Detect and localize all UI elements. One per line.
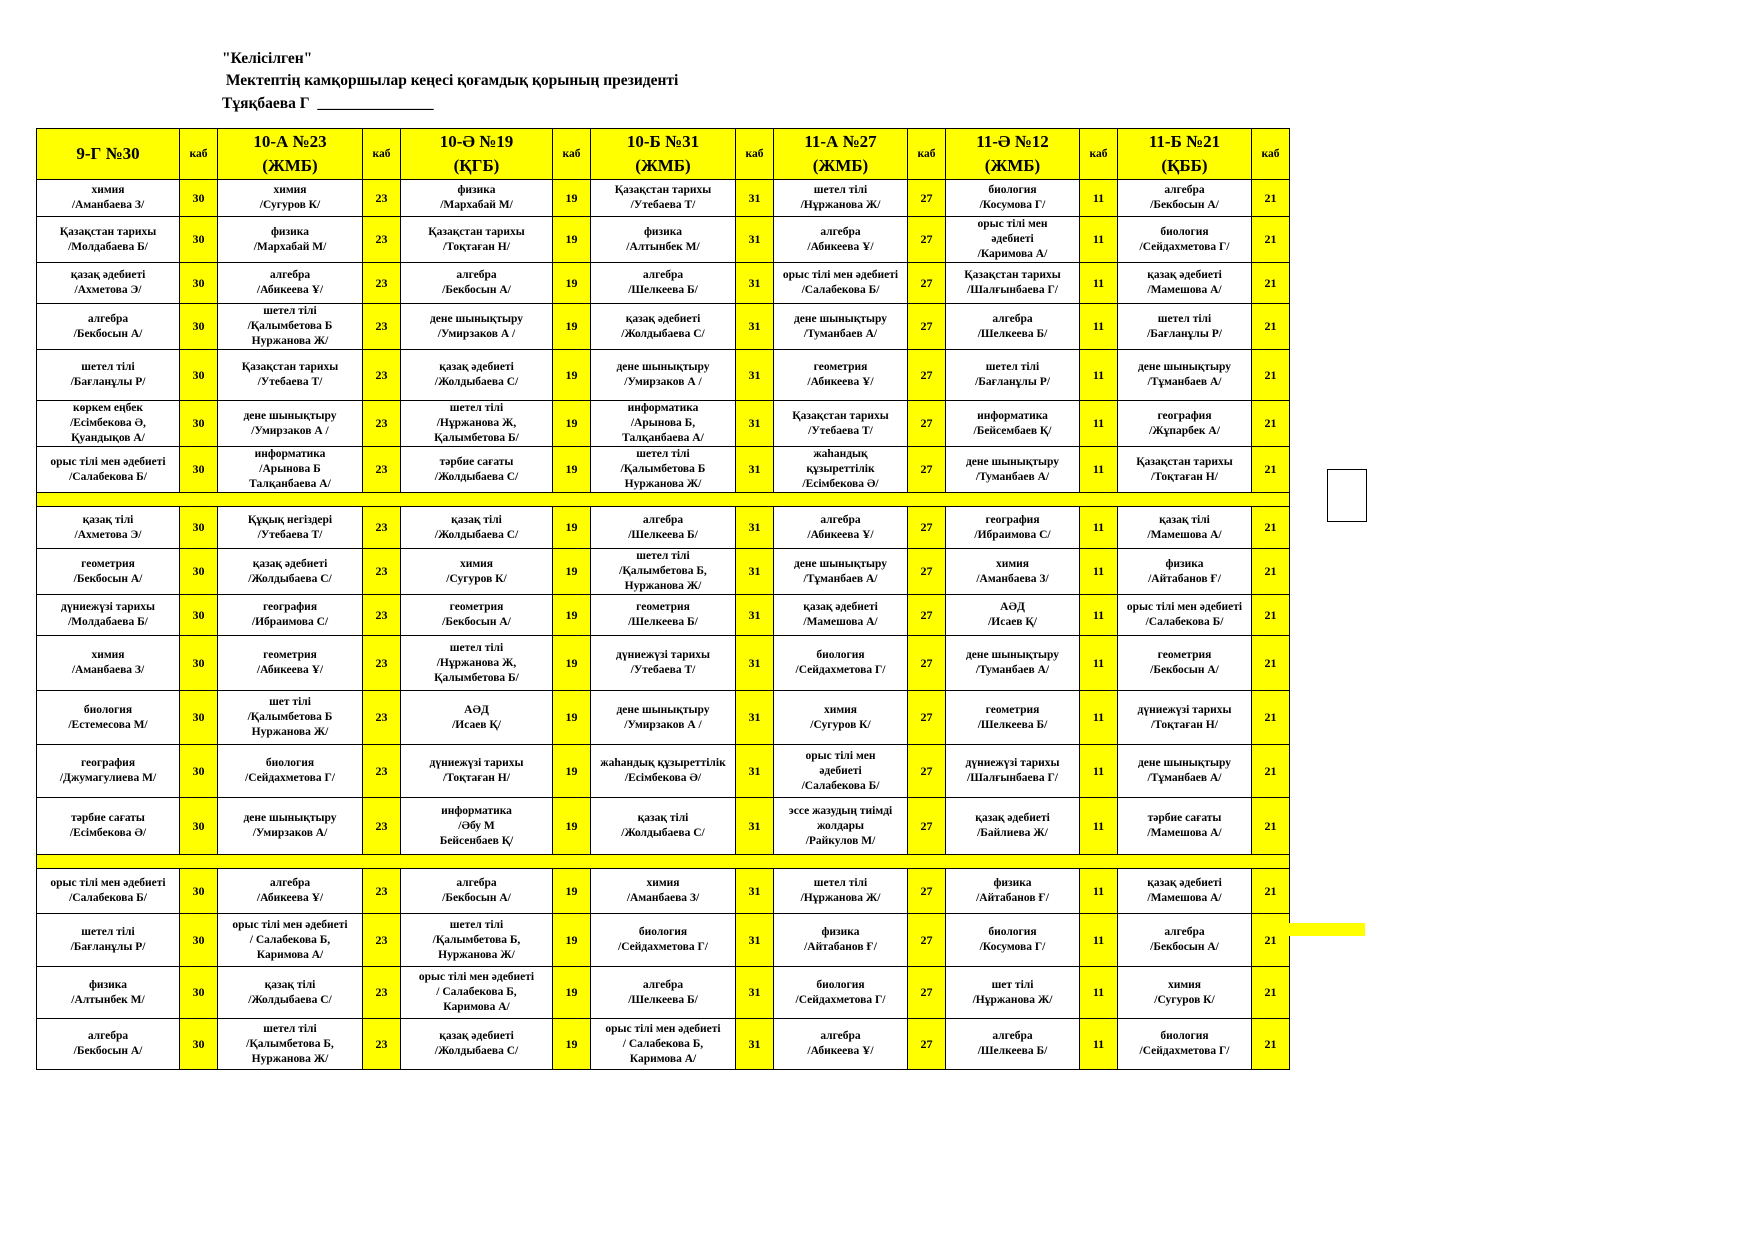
lesson-cell: биология /Естемесова М/ (37, 691, 180, 745)
lesson-cell: биология /Косумова Г/ (946, 914, 1080, 967)
lesson-cell: дене шынықтыру /Умирзаков А / (218, 401, 363, 447)
room-number: 30 (180, 507, 218, 549)
lesson-row (37, 914, 1290, 967)
lesson-cell: физика /Мархабай М/ (401, 180, 553, 217)
lesson-cell: физика /Мархабай М/ (218, 217, 363, 263)
lesson-cell: АӘД /Исаев Қ/ (946, 595, 1080, 636)
day-separator (37, 855, 1290, 869)
lesson-cell: қазақ әдебиеті /Жолдыбаева С/ (218, 549, 363, 595)
lesson-cell: дене шынықтыру /Умирзаков А / (591, 691, 736, 745)
lesson-cell: шетел тілі /Қалымбетова Б Нуржанова Ж/ (591, 447, 736, 493)
lesson-row (37, 447, 1290, 493)
lesson-cell: Қазақстан тарихы /Шалғынбаева Г/ (946, 263, 1080, 304)
lesson-cell: қазақ әдебиеті /Мамешова А/ (1118, 263, 1252, 304)
room-number: 30 (180, 691, 218, 745)
lesson-row (37, 304, 1290, 350)
lesson-cell: орыс тілі мен әдебиеті / Салабекова Б, Каримова А/ (401, 967, 553, 1019)
lesson-cell: химия /Сугуров К/ (218, 180, 363, 217)
lesson-cell: алгебра /Бекбосын А/ (401, 869, 553, 914)
lesson-cell: көркем еңбек /Есімбекова Ә, Қуандықов А/ (37, 401, 180, 447)
approver-position: Мектептің камқоршылар кеңесі қоғамдық қорының президенті (222, 72, 679, 89)
room-number: 19 (553, 798, 591, 855)
lesson-cell: химия /Сугуров К/ (774, 691, 908, 745)
room-number: 21 (1252, 914, 1290, 967)
lesson-cell: эссе жазудың тиімді жолдары /Райкулов М/ (774, 798, 908, 855)
lesson-cell: физика /Алтынбек М/ (37, 967, 180, 1019)
room-number: 27 (908, 549, 946, 595)
room-number: 31 (736, 869, 774, 914)
room-number: 30 (180, 798, 218, 855)
room-number: 27 (908, 745, 946, 798)
room-number: 19 (553, 691, 591, 745)
room-number: 30 (180, 595, 218, 636)
room-number: 19 (553, 263, 591, 304)
lesson-cell: шетел тілі /Қалымбетова Б, Нуржанова Ж/ (401, 914, 553, 967)
room-number: 11 (1080, 636, 1118, 691)
room-number: 11 (1080, 401, 1118, 447)
room-number: 21 (1252, 447, 1290, 493)
lesson-cell: Қазақстан тарихы /Утебаева Т/ (591, 180, 736, 217)
room-header: каб (908, 129, 946, 180)
room-header: каб (180, 129, 218, 180)
room-number: 11 (1080, 691, 1118, 745)
lesson-cell: орыс тілі мен әдебиеті /Каримова А/ (946, 217, 1080, 263)
lesson-cell: дүниежүзі тарихы /Тоқтаған Н/ (401, 745, 553, 798)
room-number: 11 (1080, 350, 1118, 401)
lesson-cell: қазақ әдебиеті /Жолдыбаева С/ (401, 1019, 553, 1070)
lesson-cell: алгебра /Абикеева Ұ/ (218, 869, 363, 914)
room-number: 31 (736, 447, 774, 493)
lesson-cell: шетел тілі /Нұржанова Ж, Қалымбетова Б/ (401, 401, 553, 447)
room-number: 27 (908, 180, 946, 217)
room-header: каб (1080, 129, 1118, 180)
lesson-cell: шет тілі /Нұржанова Ж/ (946, 967, 1080, 1019)
empty-box (1327, 469, 1367, 522)
room-number: 19 (553, 1019, 591, 1070)
lesson-cell: алгебра /Шелкеева Б/ (591, 263, 736, 304)
lesson-row (37, 180, 1290, 217)
lesson-cell: биология /Сейдахметова Г/ (774, 967, 908, 1019)
room-number: 27 (908, 914, 946, 967)
room-number: 23 (363, 217, 401, 263)
room-number: 23 (363, 447, 401, 493)
lesson-cell: дене шынықтыру /Тұманбаев А/ (1118, 745, 1252, 798)
lesson-cell: орыс тілі мен әдебиеті /Салабекова Б/ (774, 263, 908, 304)
room-number: 27 (908, 263, 946, 304)
room-number: 27 (908, 869, 946, 914)
room-number: 23 (363, 869, 401, 914)
class-header: 11-Ә №12 (ЖМБ) (946, 129, 1080, 180)
room-number: 21 (1252, 549, 1290, 595)
lesson-row (37, 549, 1290, 595)
lesson-cell: шетел тілі /Нұржанова Ж/ (774, 180, 908, 217)
room-number: 31 (736, 350, 774, 401)
lesson-cell: физика /Айтабанов Ғ/ (774, 914, 908, 967)
lesson-row (37, 967, 1290, 1019)
lesson-cell: шетел тілі /Қалымбетова Б, Нуржанова Ж/ (591, 549, 736, 595)
lesson-cell: қазақ әдебиеті /Мамешова А/ (774, 595, 908, 636)
lesson-cell: алгебра /Бекбосын А/ (37, 304, 180, 350)
day-separator (37, 493, 1290, 507)
approver-name: Тұяқбаева Г _______________ (222, 95, 434, 112)
room-number: 21 (1252, 263, 1290, 304)
lesson-cell: алгебра /Шелкеева Б/ (946, 1019, 1080, 1070)
room-number: 21 (1252, 350, 1290, 401)
room-number: 31 (736, 1019, 774, 1070)
room-number: 21 (1252, 798, 1290, 855)
room-number: 11 (1080, 595, 1118, 636)
room-number: 11 (1080, 967, 1118, 1019)
room-number: 31 (736, 914, 774, 967)
room-number: 19 (553, 549, 591, 595)
room-number: 19 (553, 350, 591, 401)
lesson-cell: химия /Аманбаева З/ (37, 180, 180, 217)
lesson-cell: тәрбие сағаты /Жолдыбаева С/ (401, 447, 553, 493)
lesson-cell: тәрбие сағаты /Есімбекова Ә/ (37, 798, 180, 855)
lesson-row (37, 595, 1290, 636)
room-number: 31 (736, 745, 774, 798)
room-number: 30 (180, 869, 218, 914)
lesson-cell: дүниежүзі тарихы /Молдабаева Б/ (37, 595, 180, 636)
room-number: 31 (736, 549, 774, 595)
room-number: 23 (363, 350, 401, 401)
lesson-cell: қазақ әдебиеті /Жолдыбаева С/ (401, 350, 553, 401)
room-number: 31 (736, 967, 774, 1019)
room-number: 30 (180, 1019, 218, 1070)
room-number: 27 (908, 217, 946, 263)
room-number: 19 (553, 180, 591, 217)
room-number: 31 (736, 691, 774, 745)
yellow-separator-band (1289, 923, 1365, 936)
lesson-cell: география /Жұпарбек А/ (1118, 401, 1252, 447)
lesson-cell: шет тілі /Қалымбетова Б Нуржанова Ж/ (218, 691, 363, 745)
room-number: 21 (1252, 967, 1290, 1019)
lesson-cell: орыс тілі мен әдебиеті / Салабекова Б, Каримова А/ (591, 1019, 736, 1070)
room-number: 27 (908, 304, 946, 350)
lesson-cell: шетел тілі /Бағланұлы Р/ (37, 350, 180, 401)
room-number: 31 (736, 595, 774, 636)
lesson-cell: геометрия /Бекбосын А/ (401, 595, 553, 636)
class-header: 9-Г №30 (37, 129, 180, 180)
lesson-row (37, 1019, 1290, 1070)
room-number: 19 (553, 507, 591, 549)
lesson-cell: алгебра /Абикеева Ұ/ (774, 507, 908, 549)
room-number: 27 (908, 967, 946, 1019)
room-number: 30 (180, 401, 218, 447)
lesson-cell: тәрбие сағаты /Мамешова А/ (1118, 798, 1252, 855)
lesson-cell: биология /Сейдахметова Г/ (1118, 217, 1252, 263)
lesson-cell: дүниежүзі тарихы /Шалғынбаева Г/ (946, 745, 1080, 798)
lesson-cell: физика /Айтабанов Ғ/ (1118, 549, 1252, 595)
lesson-cell: қазақ әдебиеті /Ахметова Э/ (37, 263, 180, 304)
lesson-cell: дене шынықтыру /Туманбаев А/ (946, 447, 1080, 493)
room-number: 11 (1080, 507, 1118, 549)
room-number: 27 (908, 401, 946, 447)
room-number: 21 (1252, 745, 1290, 798)
room-number: 30 (180, 180, 218, 217)
room-number: 11 (1080, 869, 1118, 914)
room-number: 31 (736, 217, 774, 263)
lesson-cell: алгебра /Абикеева Ұ/ (218, 263, 363, 304)
lesson-cell: геометрия /Шелкеева Б/ (946, 691, 1080, 745)
lesson-cell: биология /Сейдахметова Г/ (218, 745, 363, 798)
room-number: 30 (180, 549, 218, 595)
room-number: 31 (736, 401, 774, 447)
room-number: 27 (908, 595, 946, 636)
room-number: 27 (908, 507, 946, 549)
room-number: 27 (908, 798, 946, 855)
room-number: 23 (363, 798, 401, 855)
lesson-cell: дене шынықтыру /Тұманбаев А/ (1118, 350, 1252, 401)
lesson-cell: география /Ибраимова С/ (946, 507, 1080, 549)
lesson-cell: Қазақстан тарихы /Тоқтаған Н/ (401, 217, 553, 263)
class-header: 10-Б №31 (ЖМБ) (591, 129, 736, 180)
room-header: каб (736, 129, 774, 180)
lesson-cell: геометрия /Бекбосын А/ (1118, 636, 1252, 691)
lesson-cell: дене шынықтыру /Туманбаев А/ (774, 304, 908, 350)
lesson-cell: география /Джумагулиева М/ (37, 745, 180, 798)
room-number: 21 (1252, 401, 1290, 447)
lesson-cell: шетел тілі /Нұржанова Ж, Қалымбетова Б/ (401, 636, 553, 691)
room-number: 23 (363, 180, 401, 217)
lesson-cell: орыс тілі мен әдебиеті /Салабекова Б/ (37, 869, 180, 914)
room-number: 19 (553, 217, 591, 263)
room-number: 11 (1080, 447, 1118, 493)
lesson-cell: дүниежүзі тарихы /Тоқтаған Н/ (1118, 691, 1252, 745)
lesson-cell: алгебра /Шелкеева Б/ (946, 304, 1080, 350)
lesson-cell: геометрия /Абикеева Ұ/ (218, 636, 363, 691)
lesson-cell: физика /Алтынбек М/ (591, 217, 736, 263)
room-number: 19 (553, 401, 591, 447)
lesson-cell: химия /Сугуров К/ (1118, 967, 1252, 1019)
room-number: 30 (180, 636, 218, 691)
room-number: 21 (1252, 507, 1290, 549)
lesson-cell: алгебра /Бекбосын А/ (1118, 914, 1252, 967)
lesson-row (37, 217, 1290, 263)
class-header: 10-А №23 (ЖМБ) (218, 129, 363, 180)
room-number: 27 (908, 691, 946, 745)
lesson-row (37, 636, 1290, 691)
room-number: 23 (363, 304, 401, 350)
lesson-cell: биология /Сейдахметова Г/ (774, 636, 908, 691)
room-number: 11 (1080, 745, 1118, 798)
lesson-cell: Қазақстан тарихы /Утебаева Т/ (218, 350, 363, 401)
room-number: 30 (180, 447, 218, 493)
room-number: 21 (1252, 595, 1290, 636)
lesson-cell: информатика /Бейсембаев Қ/ (946, 401, 1080, 447)
room-number: 23 (363, 263, 401, 304)
lesson-cell: химия /Аманбаева З/ (591, 869, 736, 914)
lesson-cell: алгебра /Абикеева Ұ/ (774, 217, 908, 263)
room-number: 31 (736, 180, 774, 217)
room-number: 30 (180, 745, 218, 798)
lesson-cell: орыс тілі мен әдебиеті /Салабекова Б/ (1118, 595, 1252, 636)
lesson-cell: қазақ тілі /Жолдыбаева С/ (401, 507, 553, 549)
room-number: 11 (1080, 914, 1118, 967)
room-number: 19 (553, 636, 591, 691)
lesson-cell: жаһандық құзыреттілік /Есімбекова Ә/ (591, 745, 736, 798)
lesson-cell: дүниежүзі тарихы /Утебаева Т/ (591, 636, 736, 691)
lesson-row (37, 869, 1290, 914)
class-header: 11-А №27 (ЖМБ) (774, 129, 908, 180)
lesson-cell: АӘД /Исаев Қ/ (401, 691, 553, 745)
lesson-row (37, 691, 1290, 745)
lesson-cell: информатика /Арынова Б, Талқанбаева А/ (591, 401, 736, 447)
room-number: 23 (363, 507, 401, 549)
lesson-cell: дене шынықтыру /Умирзаков А/ (218, 798, 363, 855)
lesson-cell: шетел тілі /Бағланұлы Р/ (37, 914, 180, 967)
room-number: 21 (1252, 691, 1290, 745)
room-number: 30 (180, 217, 218, 263)
room-number: 19 (553, 595, 591, 636)
lesson-cell: информатика /Әбу М Бейсенбаев Қ/ (401, 798, 553, 855)
lesson-cell: дене шынықтыру /Туманбаев А/ (946, 636, 1080, 691)
lesson-cell: физика /Айтабанов Ғ/ (946, 869, 1080, 914)
lesson-cell: география /Ибраимова С/ (218, 595, 363, 636)
room-number: 21 (1252, 180, 1290, 217)
lesson-row (37, 798, 1290, 855)
lesson-cell: жаһандық құзыреттілік /Есімбекова Ә/ (774, 447, 908, 493)
lesson-cell: қазақ әдебиеті /Байлиева Ж/ (946, 798, 1080, 855)
lesson-cell: биология /Сейдахметова Г/ (1118, 1019, 1252, 1070)
lesson-cell: Қазақстан тарихы /Молдабаева Б/ (37, 217, 180, 263)
lesson-cell: алгебра /Шелкеева Б/ (591, 507, 736, 549)
lesson-cell: шетел тілі /Қалымбетова Б, Нуржанова Ж/ (218, 1019, 363, 1070)
lesson-cell: шетел тілі /Қалымбетова Б Нуржанова Ж/ (218, 304, 363, 350)
class-header: 10-Ә №19 (ҚГБ) (401, 129, 553, 180)
lesson-cell: Құқық негіздері /Утебаева Т/ (218, 507, 363, 549)
lesson-cell: алгебра /Бекбосын А/ (1118, 180, 1252, 217)
room-number: 31 (736, 636, 774, 691)
room-number: 27 (908, 636, 946, 691)
room-header: каб (1252, 129, 1290, 180)
room-number: 11 (1080, 263, 1118, 304)
lesson-cell: дене шынықтыру /Умирзаков А / (401, 304, 553, 350)
room-number: 11 (1080, 217, 1118, 263)
room-number: 27 (908, 447, 946, 493)
lesson-cell: алгебра /Бекбосын А/ (401, 263, 553, 304)
room-number: 11 (1080, 798, 1118, 855)
lesson-cell: дене шынықтыру /Умирзаков А / (591, 350, 736, 401)
room-header: каб (553, 129, 591, 180)
room-number: 19 (553, 967, 591, 1019)
room-number: 27 (908, 1019, 946, 1070)
lesson-cell: шетел тілі /Нұржанова Ж/ (774, 869, 908, 914)
lesson-cell: Қазақстан тарихы /Утебаева Т/ (774, 401, 908, 447)
room-number: 31 (736, 798, 774, 855)
room-number: 19 (553, 745, 591, 798)
lesson-cell: қазақ әдебиеті /Жолдыбаева С/ (591, 304, 736, 350)
lesson-cell: информатика /Арынова Б Талқанбаева А/ (218, 447, 363, 493)
room-number: 30 (180, 967, 218, 1019)
lesson-cell: химия /Аманбаева З/ (37, 636, 180, 691)
room-number: 11 (1080, 549, 1118, 595)
room-number: 19 (553, 869, 591, 914)
lesson-cell: геометрия /Бекбосын А/ (37, 549, 180, 595)
lesson-cell: химия /Сугуров К/ (401, 549, 553, 595)
lesson-cell: алгебра /Абикеева Ұ/ (774, 1019, 908, 1070)
lesson-cell: қазақ тілі /Ахметова Э/ (37, 507, 180, 549)
room-number: 23 (363, 914, 401, 967)
room-number: 23 (363, 636, 401, 691)
room-number: 19 (553, 914, 591, 967)
room-number: 30 (180, 914, 218, 967)
lesson-cell: қазақ тілі /Мамешова А/ (1118, 507, 1252, 549)
room-number: 23 (363, 967, 401, 1019)
room-number: 19 (553, 304, 591, 350)
lesson-cell: алгебра /Шелкеева Б/ (591, 967, 736, 1019)
room-number: 30 (180, 350, 218, 401)
room-number: 19 (553, 447, 591, 493)
room-number: 21 (1252, 869, 1290, 914)
room-number: 31 (736, 263, 774, 304)
room-number: 23 (363, 595, 401, 636)
room-number: 11 (1080, 304, 1118, 350)
room-number: 11 (1080, 180, 1118, 217)
lesson-row (37, 507, 1290, 549)
lesson-cell: химия /Аманбаева З/ (946, 549, 1080, 595)
lesson-row (37, 745, 1290, 798)
lesson-cell: шетел тілі /Бағланұлы Р/ (946, 350, 1080, 401)
approval-label: "Келісілген" (222, 50, 313, 67)
lesson-cell: шетел тілі /Бағланұлы Р/ (1118, 304, 1252, 350)
lesson-cell: қазақ тілі /Жолдыбаева С/ (591, 798, 736, 855)
lesson-cell: геометрия /Абикеева Ұ/ (774, 350, 908, 401)
class-header: 11-Б №21 (ҚББ) (1118, 129, 1252, 180)
lesson-cell: қазақ әдебиеті /Мамешова А/ (1118, 869, 1252, 914)
lesson-row (37, 263, 1290, 304)
timetable (36, 128, 1290, 1070)
room-number: 21 (1252, 304, 1290, 350)
lesson-cell: Қазақстан тарихы /Тоқтаған Н/ (1118, 447, 1252, 493)
room-number: 23 (363, 691, 401, 745)
lesson-cell: орыс тілі мен әдебиеті /Салабекова Б/ (37, 447, 180, 493)
room-number: 31 (736, 304, 774, 350)
lesson-cell: қазақ тілі /Жолдыбаева С/ (218, 967, 363, 1019)
lesson-row (37, 350, 1290, 401)
lesson-cell: алгебра /Бекбосын А/ (37, 1019, 180, 1070)
room-number: 30 (180, 263, 218, 304)
lesson-cell: биология /Сейдахметова Г/ (591, 914, 736, 967)
room-number: 11 (1080, 1019, 1118, 1070)
lesson-cell: орыс тілі мен әдебиеті /Салабекова Б/ (774, 745, 908, 798)
room-number: 27 (908, 350, 946, 401)
lesson-cell: орыс тілі мен әдебиеті / Салабекова Б, Каримова А/ (218, 914, 363, 967)
lesson-cell: геометрия /Шелкеева Б/ (591, 595, 736, 636)
lesson-cell: биология /Косумова Г/ (946, 180, 1080, 217)
room-number: 31 (736, 507, 774, 549)
room-header: каб (363, 129, 401, 180)
lesson-cell: дене шынықтыру /Тұманбаев А/ (774, 549, 908, 595)
room-number: 23 (363, 401, 401, 447)
room-number: 30 (180, 304, 218, 350)
room-number: 21 (1252, 1019, 1290, 1070)
lesson-row (37, 401, 1290, 447)
room-number: 21 (1252, 636, 1290, 691)
class-header-row (37, 129, 1290, 180)
room-number: 23 (363, 549, 401, 595)
room-number: 23 (363, 1019, 401, 1070)
room-number: 23 (363, 745, 401, 798)
room-number: 21 (1252, 217, 1290, 263)
